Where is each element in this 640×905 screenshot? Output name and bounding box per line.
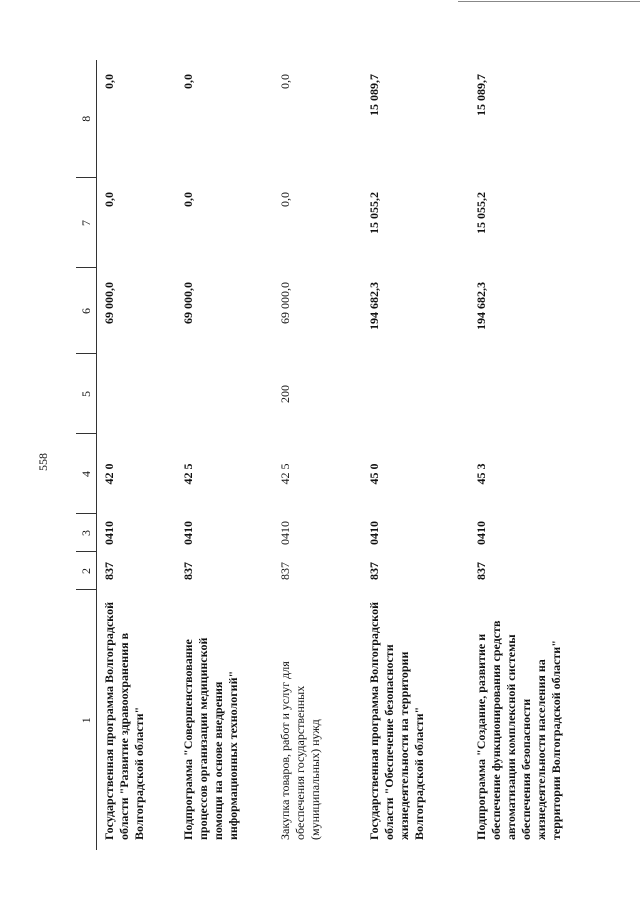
cell-amount-3: 15 089,7 bbox=[474, 74, 488, 116]
cell-ministry-code: 837 bbox=[278, 562, 292, 580]
cell-amount-3: 0,0 bbox=[181, 74, 195, 89]
cell-program-code: 45 3 bbox=[474, 463, 488, 485]
cell-amount-2: 0,0 bbox=[181, 192, 195, 207]
cell-expense-type bbox=[469, 354, 596, 434]
row-name: Закупка товаров, работ и услуг для обеспечения государственных (муниципальных) нужд bbox=[278, 661, 322, 840]
budget-table bbox=[76, 60, 596, 850]
cell-amount-3: 15 089,7 bbox=[367, 74, 381, 116]
header-col-4: 4 bbox=[76, 434, 97, 514]
header-col-8: 8 bbox=[76, 60, 97, 178]
table-row bbox=[97, 60, 177, 850]
cell-section-code: 0410 bbox=[474, 521, 488, 545]
page-number: 558 bbox=[36, 453, 50, 471]
cell-program-code: 42 5 bbox=[181, 463, 195, 485]
cell-expense-type bbox=[362, 354, 469, 434]
header-col-7: 7 bbox=[76, 178, 97, 268]
header-col-3: 3 bbox=[76, 514, 97, 552]
rotated-table-container bbox=[76, 60, 580, 850]
cell-ministry-code: 837 bbox=[181, 562, 195, 580]
cell-program-code: 45 0 bbox=[367, 463, 381, 485]
header-col-6: 6 bbox=[76, 268, 97, 354]
table-row bbox=[176, 60, 273, 850]
cell-amount-3: 0,0 bbox=[278, 74, 292, 89]
cell-amount-1: 194 682,3 bbox=[474, 282, 488, 330]
table-row bbox=[362, 60, 469, 850]
table-row bbox=[469, 60, 596, 850]
cell-amount-2: 0,0 bbox=[102, 192, 116, 207]
cell-amount-1: 69 000,0 bbox=[102, 282, 116, 324]
cell-expense-type: 200 bbox=[278, 385, 292, 403]
budget-table-frame bbox=[76, 60, 580, 850]
cell-program-code: 42 0 bbox=[102, 463, 116, 485]
row-name: Государственная программа Волгоградской области "Развитие здравоохранения в Волгоградской области" bbox=[102, 602, 146, 840]
cell-amount-1: 194 682,3 bbox=[367, 282, 381, 330]
top-right-rule bbox=[458, 1, 640, 2]
cell-expense-type bbox=[176, 354, 273, 434]
cell-section-code: 0410 bbox=[102, 521, 116, 545]
header-col-2: 2 bbox=[76, 552, 97, 590]
cell-section-code: 0410 bbox=[181, 521, 195, 545]
cell-amount-2: 15 055,2 bbox=[474, 192, 488, 234]
cell-section-code: 0410 bbox=[278, 521, 292, 545]
header-col-5: 5 bbox=[76, 354, 97, 434]
cell-ministry-code: 837 bbox=[367, 562, 381, 580]
row-name: Подпрограмма "Создание, развитие и обеспечение функционирования средств автоматизации комплексной системы обеспечения безопасности жизнедеятельности населения на территории Волгоградской области" bbox=[474, 620, 563, 840]
cell-ministry-code: 837 bbox=[102, 562, 116, 580]
table-header-row bbox=[76, 60, 97, 850]
cell-program-code: 42 5 bbox=[278, 463, 292, 485]
table-row bbox=[273, 60, 362, 850]
cell-ministry-code: 837 bbox=[474, 562, 488, 580]
row-name: Подпрограмма "Совершенствование процессов организации медицинской помощи на основе внедрения информационных технологий" bbox=[181, 637, 240, 840]
cell-expense-type bbox=[97, 354, 177, 434]
cell-amount-2: 15 055,2 bbox=[367, 192, 381, 234]
cell-section-code: 0410 bbox=[367, 521, 381, 545]
cell-amount-1: 69 000,0 bbox=[278, 282, 292, 324]
cell-amount-3: 0,0 bbox=[102, 74, 116, 89]
header-col-1: 1 bbox=[78, 717, 93, 724]
cell-amount-1: 69 000,0 bbox=[181, 282, 195, 324]
row-name: Государственная программа Волгоградской области "Обеспечение безопасности жизнедеятельности на территории Волгоградской области" bbox=[367, 602, 426, 840]
cell-amount-2: 0,0 bbox=[278, 192, 292, 207]
